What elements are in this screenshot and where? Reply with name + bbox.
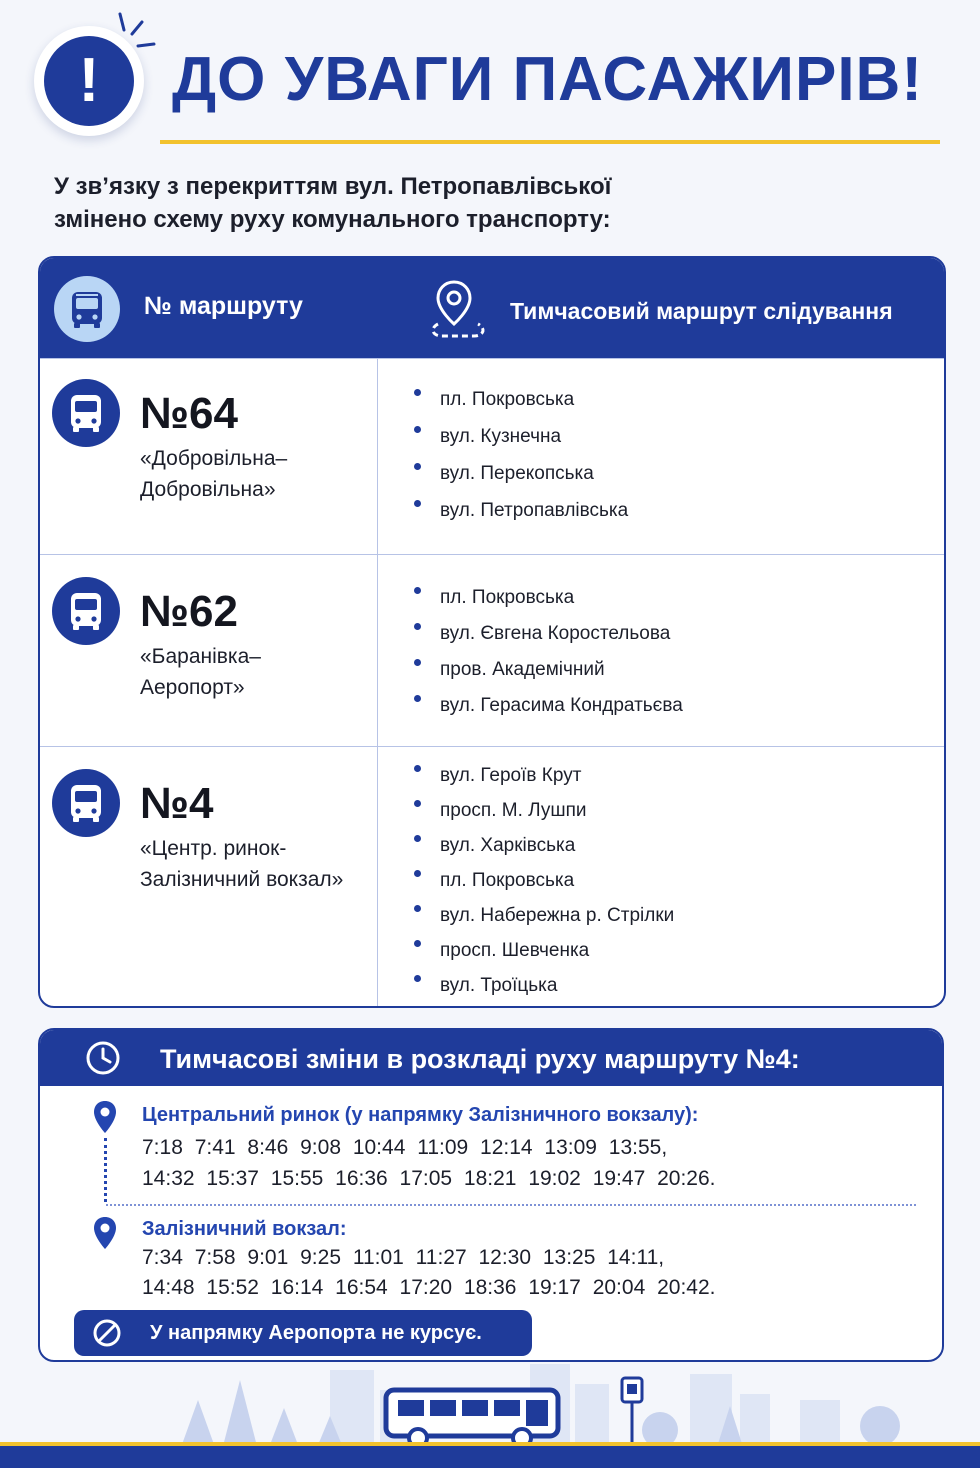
departure-times-line: 14:48 15:52 16:14 16:54 17:20 18:36 19:17 20:04 20:42.: [142, 1276, 716, 1299]
route-stop: вул. Набережна р. Стрілки: [412, 905, 674, 940]
route-stop: вул. Троїцька: [412, 975, 674, 1008]
route-row-62: [40, 554, 944, 746]
schedule-title: Тимчасові зміни в розкладі руху маршруту №4:: [160, 1044, 800, 1074]
alert-icon: [34, 26, 144, 136]
location-pin-icon: [92, 1216, 118, 1250]
bus-icon: [52, 379, 120, 447]
intro-line-1: У зв’язку з перекриттям вул. Петропавлівської: [54, 173, 612, 200]
route-name-line-1: «Баранівка–: [140, 645, 261, 668]
route-name: [140, 833, 370, 895]
column-header-temporary-route: Тимчасовий маршрут слідування: [510, 298, 893, 324]
route-row-64: [40, 358, 944, 554]
route-stop: пл. Покровська: [412, 587, 683, 623]
route-stop: просп. М. Лушпи: [412, 800, 674, 835]
route-stop: пров. Академічний: [412, 659, 683, 695]
departure-times-line: 7:34 7:58 9:01 9:25 11:01 11:27 12:30 13:25 14:11,: [142, 1246, 665, 1269]
no-entry-icon: [92, 1318, 122, 1348]
route-name: [140, 443, 370, 505]
column-header-route-number: № маршруту: [144, 292, 303, 320]
route-stop: вул. Харківська: [412, 835, 674, 870]
route-name-line-2: Добровільна»: [140, 478, 276, 501]
route-name-line-2: Аеропорт»: [140, 676, 245, 699]
intro-line-2: змінено схему руху комунального транспорту:: [54, 206, 611, 233]
no-service-notice: [74, 1310, 532, 1356]
dotted-separator: [106, 1204, 916, 1206]
route-stop: вул. Кузнечна: [412, 426, 628, 463]
departure-times-line: 7:18 7:41 8:46 9:08 10:44 11:09 12:14 13:09 13:55,: [142, 1136, 668, 1159]
route-name-line-1: «Центр. ринок-: [140, 837, 287, 860]
route-number: №4: [140, 779, 214, 828]
route-number: №62: [140, 587, 238, 636]
direction-label: Центральний ринок (у напрямку Залізничного вокзалу):: [142, 1104, 699, 1126]
route-stop: вул. Євгена Коростельова: [412, 623, 683, 659]
route-row-4: [40, 746, 944, 1008]
clock-icon: [84, 1039, 122, 1077]
route-stop: пл. Покровська: [412, 870, 674, 905]
route-stop: просп. Шевченка: [412, 940, 674, 975]
footer-bar: [0, 1446, 980, 1468]
intro-text: [54, 170, 754, 236]
route-stop: вул. Герасима Кондратьєва: [412, 695, 683, 731]
bus-icon: [52, 577, 120, 645]
route-name: [140, 641, 370, 703]
route-stop: вул. Героїв Крут: [412, 765, 674, 800]
route-stop: вул. Перекопська: [412, 463, 628, 500]
route-name-line-1: «Добровільна–: [140, 447, 288, 470]
alert-symbol: !: [44, 36, 134, 126]
schedule-panel: [38, 1028, 944, 1362]
map-pin-route-icon: [428, 278, 488, 342]
route-number: №64: [140, 389, 238, 438]
page-title: ДО УВАГИ ПАСАЖИРІВ!: [172, 45, 923, 114]
route-stops-list: [412, 765, 674, 1008]
location-pin-icon: [92, 1100, 118, 1134]
bus-icon: [52, 769, 120, 837]
route-stops-list: [412, 389, 628, 537]
no-service-text: У напрямку Аеропорта не курсує.: [150, 1322, 482, 1344]
route-stop: пл. Покровська: [412, 389, 628, 426]
routes-table-header: [40, 258, 944, 358]
bus-icon: [54, 276, 120, 342]
route-stops-list: [412, 587, 683, 731]
route-stop: вул. Петропавлівська: [412, 500, 628, 537]
routes-table: [38, 256, 946, 1008]
schedule-header: [40, 1030, 942, 1086]
route-name-line-2: Залізничний вокзал»: [140, 868, 344, 891]
dotted-connector: [104, 1138, 107, 1202]
departure-times-line: 14:32 15:37 15:55 16:36 17:05 18:21 19:02 19:47 20:26.: [142, 1167, 716, 1190]
title-underline: [160, 140, 940, 144]
direction-label: Залізничний вокзал:: [142, 1218, 347, 1240]
